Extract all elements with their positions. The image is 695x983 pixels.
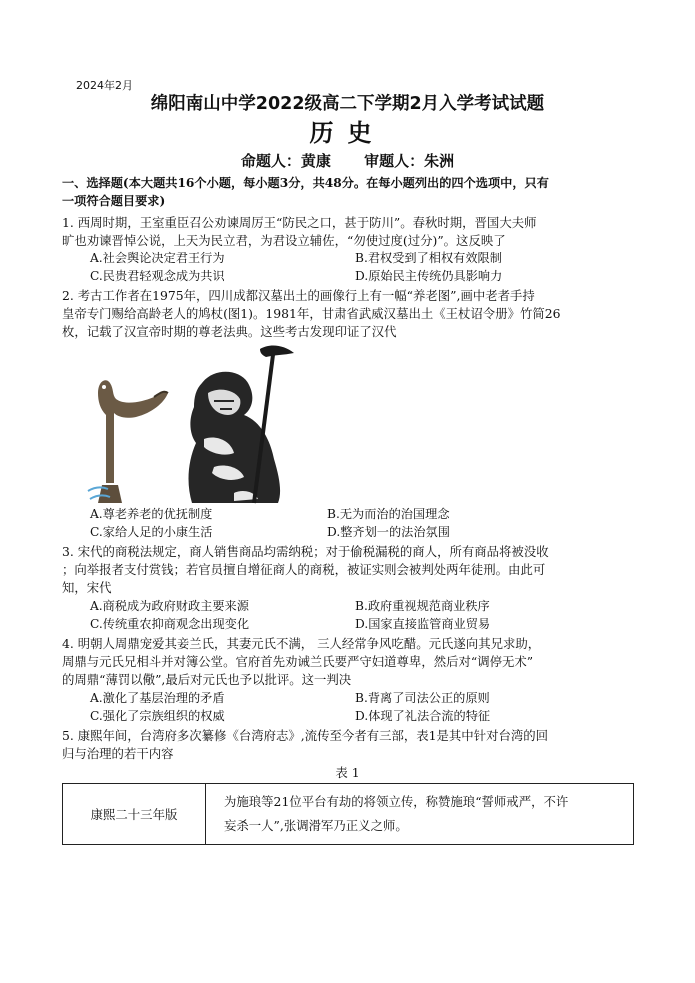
question-2-option-b: B.无为而治的治国理念	[327, 507, 450, 521]
question-2-line1: 2. 考古工作者在1975年，四川成都汉墓出土的画像行上有一幅“养老图”,画中老者手持	[62, 288, 535, 303]
question-4-option-b: B.背离了司法公正的原则	[355, 691, 490, 705]
table-cell-edition: 康熙二十三年版	[63, 784, 206, 845]
question-1-line2: 旷也劝谏晋悼公说，上天为民立君，为君设立辅佐，“勿使过度(过分)”。这反映了	[62, 233, 506, 248]
question-3-line3: 知，宋代	[62, 580, 112, 595]
question-1-option-a: A.社会舆论决定君王行为	[90, 251, 225, 265]
question-1-option-c: C.民贵君轻观念成为共识	[90, 269, 225, 283]
question-4-line1: 4. 明朝人周鼎宠爱其妾兰氏，其妻元氏不满， 三人经常争风吃醋。元氏遂向其兄求助，	[62, 636, 541, 651]
subject-heading: 历史	[309, 118, 386, 147]
exam-date: 2024年2月	[76, 79, 133, 92]
table-cell-content-line1: 为施琅等21位平台有劫的将领立传，称赞施琅“誓师戒严，不许	[224, 794, 569, 809]
reviewer-label: 审题人：朱洲	[364, 152, 455, 170]
question-2-line2: 皇帝专门赐给高龄老人的鸠杖(图1)。1981年，甘肃省武威汉墓出土《王杖诏令册》竹简26	[62, 306, 561, 321]
question-1-option-b: B.君权受到了相权有效限制	[355, 251, 502, 265]
table-caption: 表 1	[335, 765, 360, 780]
question-4-option-d: D.体现了礼法合流的特征	[355, 709, 491, 723]
dove-staff-icon	[98, 380, 168, 503]
section-instructions-line1: 一、选择题(本大题共16个小题，每小题3分，共48分。在每小题列出的四个选项中，只有	[62, 176, 549, 190]
question-2-option-d: D.整齐划一的法治氛围	[327, 525, 450, 539]
table-cell-content-line2: 妄杀一人”,张调滑军乃正义之师。	[224, 818, 408, 833]
question-4-option-c: C.强化了宗族组织的权威	[90, 709, 225, 723]
question-4-line3: 的周鼎“薄罚以儆”,最后对元氏也予以批评。这一判决	[62, 672, 352, 687]
table-row	[63, 784, 634, 845]
question-5-line2: 归与治理的若干内容	[62, 746, 174, 761]
question-4-line2: 周鼎与元氏兄相斗并对簿公堂。官府首先劝诫兰氏要严守妇道尊卑，然后对“调停无术”	[62, 654, 534, 669]
table-cell-content	[206, 784, 634, 845]
question-4-option-a: A.激化了基层治理的矛盾	[90, 691, 225, 705]
question-1-line1: 1. 西周时期，王室重臣召公劝谏周厉王“防民之口，甚于防川”。春秋时期，晋国大夫师	[62, 215, 537, 230]
figure-1-dove-staff-image	[84, 343, 314, 505]
question-2-line3: 枚，记载了汉宣帝时期的尊老法典。这些考古发现印证了汉代	[62, 324, 397, 339]
section-instructions-line2: 一项符合题目要求)	[62, 194, 166, 208]
history-table	[62, 783, 634, 845]
question-3-line1: 3. 宋代的商税法规定，商人销售商品均需纳税；对于偷税漏税的商人，所有商品将被没收	[62, 544, 549, 559]
exam-title: 绵阳南山中学2022级高二下学期2月入学考试试题	[150, 94, 545, 114]
author-label: 命题人：黄康	[240, 152, 331, 170]
question-3-option-c: C.传统重农抑商观念出现变化	[90, 617, 250, 631]
question-1-option-d: D.原始民主传统仍具影响力	[355, 269, 503, 283]
question-2-option-c: C.家给人足的小康生活	[90, 525, 213, 539]
question-5-line1: 5. 康熙年间，台湾府多次纂修《台湾府志》,流传至今者有三部，表1是其中针对台湾的回	[62, 728, 549, 743]
author-line	[0, 152, 695, 170]
question-3-line2: ；向举报者支付赏钱；若官员擅自增征商人的商税，被证实则会被判处两年徒刑。由此可	[62, 562, 546, 577]
question-3-option-a: A.商税成为政府财政主要来源	[90, 599, 249, 613]
question-2-option-a: A.尊老养老的优抚制度	[90, 507, 213, 521]
question-3-option-b: B.政府重视规范商业秩序	[355, 599, 490, 613]
question-3-option-d: D.国家直接监管商业贸易	[355, 617, 491, 631]
